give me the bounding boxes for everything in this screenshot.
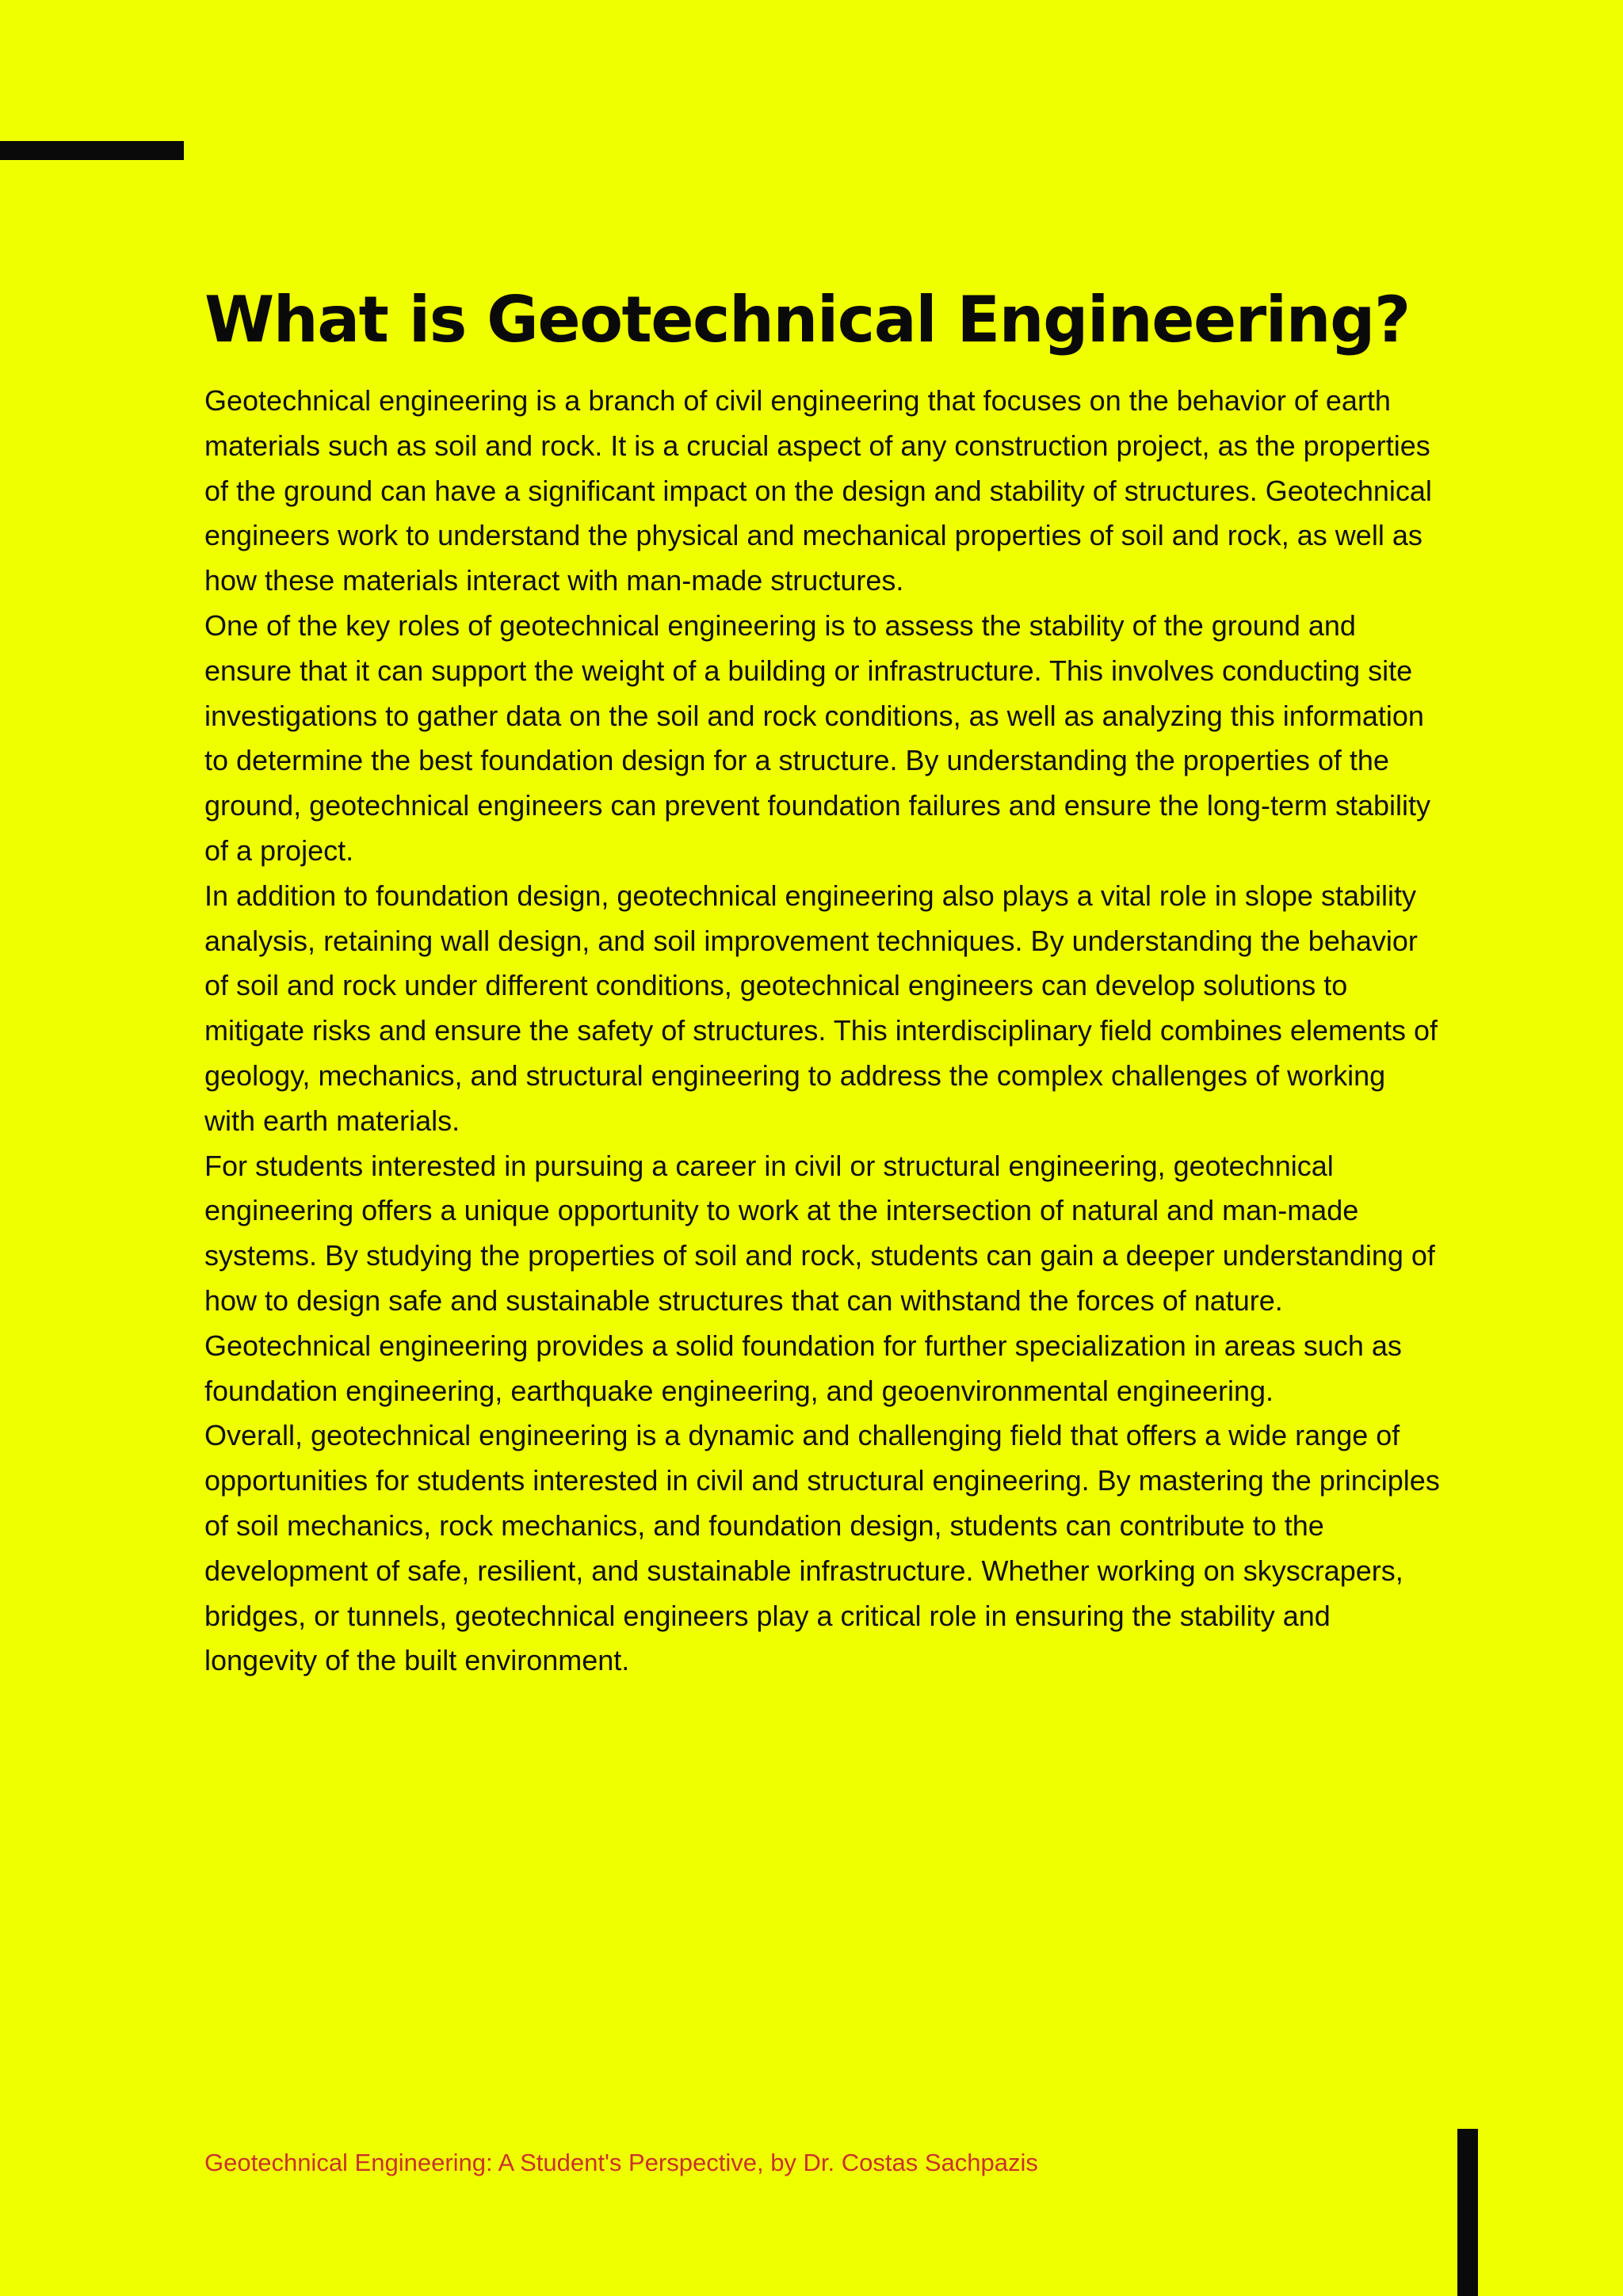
- paragraph-1: Geotechnical engineering is a branch of civil engineering that focuses on the behavior of earth materials such as soil and rock. It is a crucial aspect of any construction project, as the properties of the ground can have a significant impact on the design and stability of structures. Geotechnical engineers work to understand the physical and mechanical properties of soil and rock, as well as how these materials interact with man-made structures.: [204, 384, 1432, 597]
- paragraph-5: Overall, geotechnical engineering is a dynamic and challenging field that offers a wide range of opportunities for students interested in civil and structural engineering. By mastering the principles of soil mechanics, rock mechanics, and foundation design, students can contribute to the development of safe, resilient, and sustainable infrastructure. Whether working on skyscrapers, bridges, or tunnels, geotechnical engineers play a critical role in ensuring the stability and longevity of the built environment.: [204, 1419, 1440, 1677]
- page-title: What is Geotechnical Engineering?: [204, 283, 1410, 357]
- footer-credit: Geotechnical Engineering: A Student's Perspective, by Dr. Costas Sachpazis: [204, 2149, 1038, 2176]
- paragraph-2: One of the key roles of geotechnical engineering is to assess the stability of the ground and ensure that it can support the weight of a building or infrastructure. This involves conducting site investigations to gather data on the soil and rock conditions, as well as analyzing this information to determine the best foundation design for a structure. By understanding the properties of the ground, geotechnical engineers can prevent foundation failures and ensure the long-term stability of a project.: [204, 608, 1430, 867]
- bottom-accent-bar: [1457, 2129, 1478, 2296]
- article: [204, 279, 1441, 1684]
- paragraph-4: For students interested in pursuing a career in civil or structural engineering, geotechnical engineering offers a unique opportunity to work at the intersection of natural and man-made systems. By studying the properties of soil and rock, students can gain a deeper understanding of how to design safe and sustainable structures that can withstand the forces of nature. Geotechnical engineering provides a solid foundation for further specialization in areas such as foundation engineering, earthquake engineering, and geoenvironmental engineering.: [204, 1149, 1435, 1407]
- paragraph-3: In addition to foundation design, geotechnical engineering also plays a vital role in slope stability analysis, retaining wall design, and soil improvement techniques. By understanding the behavior of soil and rock under different conditions, geotechnical engineers can develop solutions to mitigate risks and ensure the safety of structures. This interdisciplinary field combines elements of geology, mechanics, and structural engineering to address the complex challenges of working with earth materials.: [204, 879, 1438, 1137]
- top-accent-bar: [0, 141, 184, 160]
